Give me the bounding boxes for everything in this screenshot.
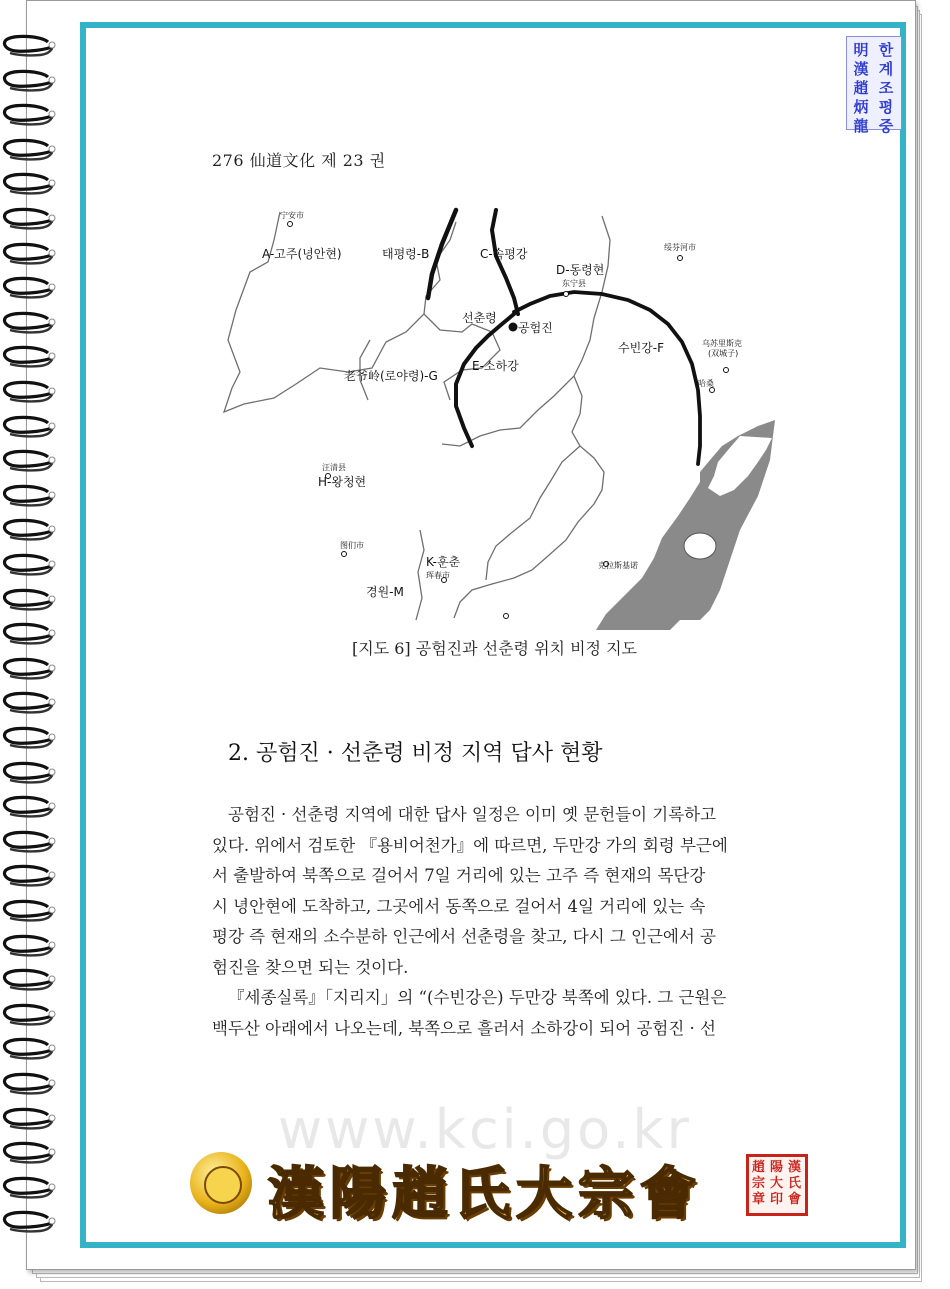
label-h-wangcheong: H-왕청현 [318,475,367,489]
text-line: 험진을 찾으면 되는 것이다. [212,957,409,977]
binding-ring-icon [2,1210,58,1234]
city-marker [342,552,347,557]
border-spur [442,376,574,446]
banner-title: 漢陽趙氏大宗會 [268,1161,702,1227]
binding-ring-icon [2,242,58,266]
binding-ring-icon [2,968,58,992]
binding-ring-icon [2,864,58,888]
binding-ring-icon [2,588,58,612]
binding-ring-icon [2,1037,58,1061]
seal-column: 陽 大 印 [769,1160,783,1207]
label-ussuriysk: 乌苏里斯克 [702,339,742,348]
binding-ring-icon [2,415,58,439]
city-marker [710,388,715,393]
text-line: 『세종실록』「지리지」의 “(수빈강은) 두만강 북쪽에 있다. 그 근원은 [228,988,727,1007]
binding-ring-icon [2,345,58,369]
binding-ring-icon [2,1003,58,1027]
city-marker [724,368,729,373]
label-m-gyeongwon: 경원-M [366,585,404,599]
location-map [210,200,775,630]
binding-ring-icon [2,795,58,819]
county-border [424,314,500,400]
route-lines [428,210,700,464]
label-shuangchengzi: (双城子) [708,349,739,358]
binding-ring-icon [2,553,58,577]
label-wangqing: 汪清县 [322,463,346,472]
label-a-gozhu: A-고주(녕안현) [262,247,342,261]
binding-ring-icon [2,622,58,646]
map-border-lines [224,212,610,620]
binding-ring-icon [2,172,58,196]
island [684,533,716,559]
binding-ring-icon [2,138,58,162]
label-hunchun: 珲春市 [426,571,450,580]
binding-ring-icon [2,1107,58,1131]
label-g-laoyeling: 老爷岭(로야령)-G [344,369,438,383]
label-gongheomjin: 공험진 [518,321,553,335]
stamp-column-korean: 한 계 조 평 중 [878,41,894,135]
map-caption: [지도 6] 공험진과 선춘령 위치 비정 지도 [351,639,638,658]
label-d-dongnyeong: D-동령현 [556,263,605,277]
label-b-taipyeong: 태평령-B [382,247,430,261]
binding-ring-icon [2,830,58,854]
label-k-hunchun: K-훈춘 [426,555,461,569]
text-line: 공험진 · 선춘령 지역에 대한 답사 일정은 이미 옛 문헌들이 기록하고 [228,805,717,824]
city-marker [504,614,509,619]
route-subin [514,292,700,464]
text-line: 백두산 아래에서 나오는데, 북쪽으로 흘러서 소하강이 되어 공험진 · 선 [212,1018,716,1038]
binding-ring-icon [2,484,58,508]
section-title: 2. 공험진 · 선춘령 비정 지역 답사 현황 [228,741,603,766]
label-tumen: 图们市 [340,541,364,550]
label-hasan: 哈桑 [698,379,714,388]
spiral-binding [0,34,64,1254]
binding-ring-icon [2,276,58,300]
binding-ring-icon [2,1072,58,1096]
binding-ring-icon [2,518,58,542]
label-kraskino: 克拉斯基诺 [598,561,638,570]
label-e-soha: E-소하강 [472,359,519,373]
kci-watermark: www.kci.go.kr [278,1098,692,1161]
binding-ring-icon [2,34,58,58]
binding-ring-icon [2,1141,58,1165]
border-segment-south [416,530,424,620]
label-seonchunnyeong: 선춘령 [462,311,497,325]
city-marker [564,292,569,297]
label-donning: 东宁县 [562,279,586,288]
binding-ring-icon [2,761,58,785]
name-stamp [846,36,902,135]
binding-ring-icon [2,934,58,958]
label-f-subin: 수빈강-F [618,341,665,355]
seal-column: 漢 氏 會 [787,1160,801,1207]
binding-ring-icon [2,899,58,923]
border-river [486,446,580,580]
seal-column: 趙 宗 章 [751,1160,765,1207]
binding-ring-icon [2,311,58,335]
city-marker [678,256,683,261]
gongheom-marker [509,323,518,332]
binding-ring-icon [2,449,58,473]
binding-ring-icon [2,69,58,93]
label-suifenhe: 绥芬河市 [664,243,696,252]
text-line: 시 녕안현에 도착하고, 그곳에서 동쪽으로 걸어서 4일 거리에 있는 속 [212,896,706,916]
route-sokpyeong [492,210,518,314]
text-line: 서 출발하여 북쪽으로 걸어서 7일 거리에 있는 고주 즉 현재의 목단강 [212,866,706,885]
binding-ring-icon [2,103,58,127]
clan-banner [190,1148,810,1227]
text-line: 평강 즉 현재의 소수분하 인근에서 선춘령을 찾고, 다시 그 인근에서 공 [212,927,716,946]
stamp-column-hanja: 明 漢 趙 炳 龍 [853,41,869,135]
label-c-sokpyeong: C-속평강 [480,247,528,261]
binding-ring-icon [2,657,58,681]
binding-ring-icon [2,1176,58,1200]
route-soha [456,314,514,446]
text-line: 있다. 위에서 검토한 『용비어천가』에 따르면, 두만강 가의 회령 부근에 [212,835,728,855]
plum-blossom-emblem-icon [190,1152,252,1214]
label-ningan: 宁安市 [280,211,304,220]
binding-ring-icon [2,207,58,231]
red-seal [746,1154,808,1216]
binding-ring-icon [2,380,58,404]
binding-ring-icon [2,691,58,715]
binding-ring-icon [2,726,58,750]
page-header: 276 仙道文化 제 23 권 [212,151,386,170]
route-taipyeong [428,210,456,298]
city-marker [288,222,293,227]
body-paragraph [212,800,776,1044]
